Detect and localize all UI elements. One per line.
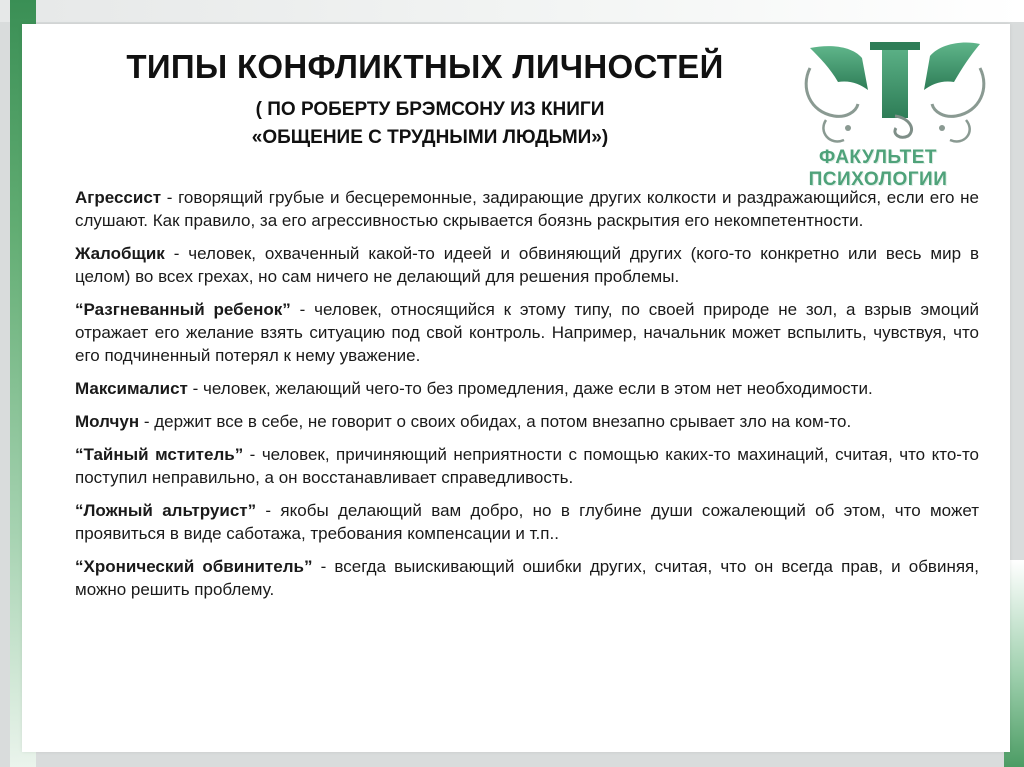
type-term: Агрессист [75, 188, 162, 207]
type-term: “Ложный альтруист” [75, 501, 257, 520]
type-description: - говорящий грубые и бесцеремонные, задирающие других колкости и раздражающийся, если его не слушают. Как правило, за его агрессивностью скрывается боязнь раскрытия его некомпетентности. [75, 188, 979, 230]
type-item-aggressor [75, 186, 979, 232]
types-list [75, 186, 979, 611]
type-description: - человек, желающий чего-то без промедления, даже если в этом нет необходимости. [187, 379, 873, 398]
type-item-false-altruist [75, 499, 979, 545]
type-description: - человек, охваченный какой-то идеей и обвиняющий других (кого-то конкретно или весь мир в целом) во всех грехах, но сам ничего не делающий для решения проблемы. [75, 244, 979, 286]
type-term: “Хронический обвинитель” [75, 557, 313, 576]
type-term: “Тайный мститель” [75, 445, 244, 464]
slide-title: ТИПЫ КОНФЛИКТНЫХ ЛИЧНОСТЕЙ [126, 48, 724, 85]
type-item-silent [75, 410, 979, 433]
subtitle-line-1: ( ПО РОБЕРТУ БРЭМСОНУ ИЗ КНИГИ [255, 99, 605, 120]
type-description: - держит все в себе, не говорит о своих обидах, а потом внезапно срывает зло на ком-то. [139, 412, 852, 431]
type-item-secret-avenger [75, 443, 979, 489]
type-description: - человек, причиняющий неприятности с помощью каких-то махинаций, считая, что кто-то поступил неправильно, а он восстанавливает справедливость. [75, 445, 979, 487]
type-term: “Разгневанный ребенок” [75, 300, 291, 319]
type-term: Жалобщик [75, 244, 165, 263]
type-item-complainer [75, 242, 979, 288]
slide-top-bar [0, 0, 1024, 22]
slide-subtitle [120, 96, 740, 152]
logo-caption: ФАКУЛЬТЕТ ПСИХОЛОГИИ [808, 147, 948, 190]
type-description: - всегда выискивающий ошибки других, считая, что он всегда прав, и обвиняя, можно решить проблему. [75, 557, 979, 599]
type-description: - человек, относящийся к этому типу, по своей природе не зол, а взрыв эмоций отражает его желание взять ситуацию под свой контроль. Например, начальник может вспылить, чувствуя, что его подчиненный потерял к нему уважение. [75, 300, 980, 365]
type-term: Максималист [75, 379, 188, 398]
type-item-chronic-accuser [75, 555, 979, 601]
type-item-maximalist [75, 377, 979, 400]
subtitle-line-2: «ОБЩЕНИЕ С ТРУДНЫМИ ЛЮДЬМИ») [251, 127, 609, 148]
type-item-angry-child [75, 298, 979, 367]
type-term: Молчун [75, 412, 140, 431]
type-description: - якобы делающий вам добро, но в глубине души сожалеющий об этом, что может проявиться в виде саботажа, требования компенсации и т.п.. [75, 501, 979, 543]
